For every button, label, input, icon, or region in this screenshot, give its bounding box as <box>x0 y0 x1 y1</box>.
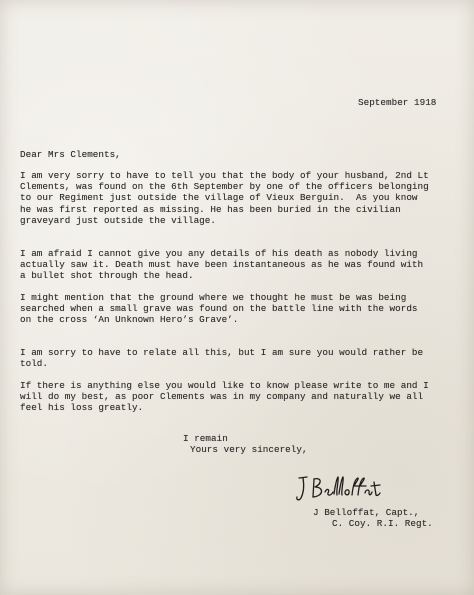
paragraph-2: I am afraid I cannot give you any details of his death as nobody living actually saw it. Death must have been instantaneous as he was found with a bullet shot through the head. <box>20 248 424 282</box>
closing-sincerely: Yours very sincerely, <box>190 444 308 455</box>
handwritten-signature <box>294 470 384 506</box>
letter-date: September 1918 <box>358 97 437 108</box>
signatory-regiment: C. Coy. R.I. Regt. <box>332 518 433 529</box>
signatory-name-rank: J Belloffat, Capt., <box>313 507 420 518</box>
closing-remain: I remain <box>183 433 228 444</box>
paragraph-3: I might mention that the ground where we thought he must be was being searched when a small grave was found on the battle line with the words on the cross ‘An Unknown Hero’s Grave’. <box>20 292 418 326</box>
paragraph-1: I am very sorry to have to tell you that the body of your husband, 2nd Lt Clements, was found on the 6th September by one of the officers belonging to our Regiment just outside the village of Vieux Berguin. As you know he was first reported as missing. He has been buried in the civilian graveyard just outside the village. <box>20 170 429 226</box>
paragraph-5: If there is anything else you would like to know please write to me and I will do my best, as poor Clements was in my company and naturally we all feel his loss greatly. <box>20 380 429 414</box>
paragraph-4: I am sorry to have to relate all this, but I am sure you would rather be told. <box>20 347 424 370</box>
salutation: Dear Mrs Clements, <box>20 149 121 160</box>
